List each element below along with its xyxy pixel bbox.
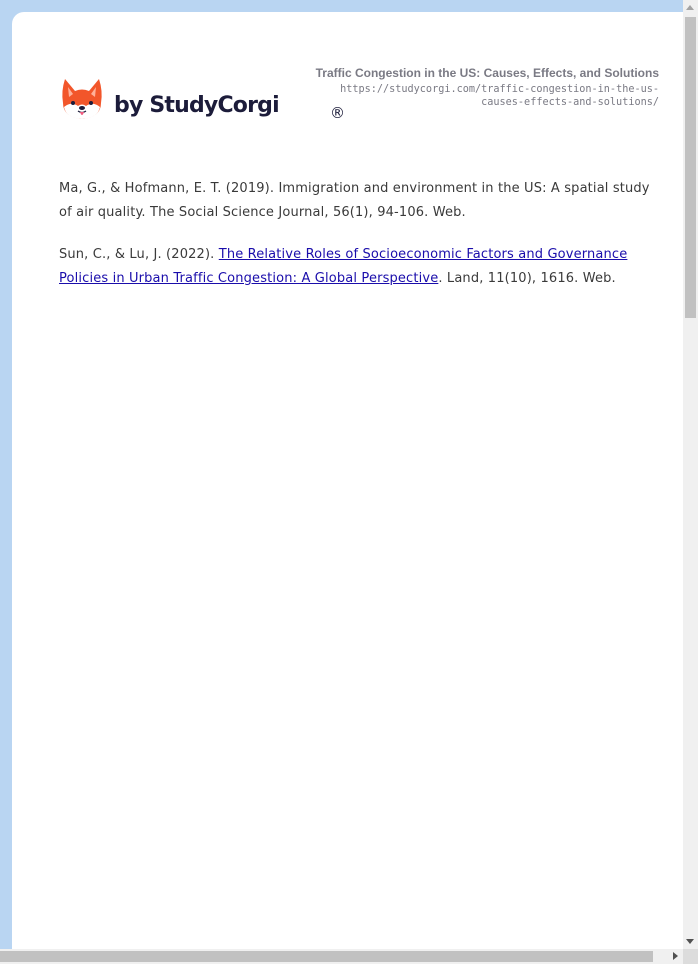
scroll-down-arrow-icon[interactable] — [686, 939, 694, 944]
vertical-scrollbar[interactable] — [683, 0, 698, 949]
registered-mark: ® — [330, 104, 345, 122]
vertical-scroll-thumb[interactable] — [685, 17, 696, 318]
document-meta — [309, 66, 659, 109]
reference-suffix: . Land, 11(10), 1616. Web. — [438, 271, 616, 286]
studycorgi-logo[interactable] — [61, 77, 345, 122]
scrollbar-corner — [683, 949, 698, 964]
horizontal-scroll-thumb[interactable] — [0, 951, 653, 962]
reference-item: Ma, G., & Hofmann, E. T. (2019). Immigration and environment in the US: A spatial study of air quality. The Social Science Journal, 56(1), 94-106. Web. — [59, 181, 650, 220]
corgi-icon — [61, 77, 103, 121]
reference-prefix: Sun, C., & Lu, J. (2022). — [59, 247, 219, 262]
document-title: Traffic Congestion in the US: Causes, Effects, and Solutions — [315, 66, 659, 80]
brand-name: by StudyCorgi — [114, 92, 279, 118]
reference-list — [59, 177, 659, 309]
document-page — [12, 12, 698, 962]
scroll-right-arrow-icon[interactable] — [673, 952, 678, 960]
document-url[interactable]: https://studycorgi.com/traffic-congestion-in-the-us-causes-effects-and-solutions/ — [340, 84, 659, 108]
scroll-up-arrow-icon[interactable] — [686, 5, 694, 10]
reference-item — [59, 243, 659, 291]
horizontal-scrollbar[interactable] — [0, 949, 683, 964]
reference-link[interactable]: The Relative Roles of Socioeconomic Factors and Governance Policies in Urban Traffic Congestion: A Global Perspective — [59, 247, 628, 286]
